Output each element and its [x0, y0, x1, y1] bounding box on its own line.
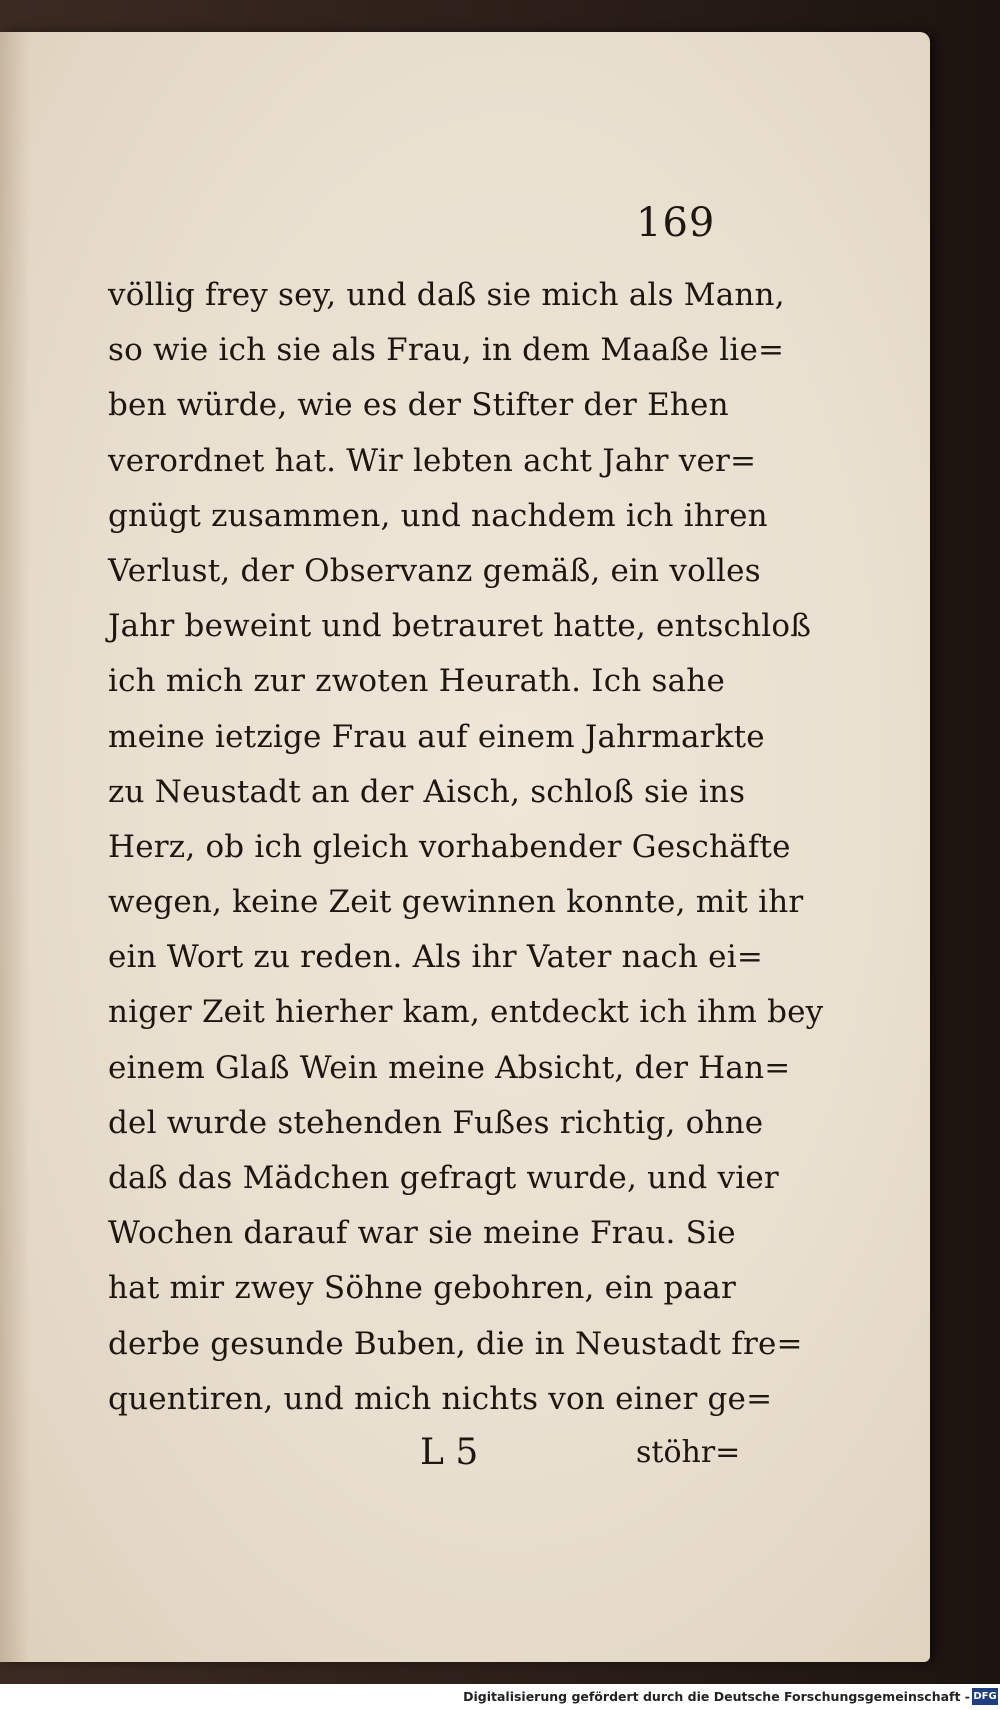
text-line: niger Zeit hierher kam, entdeckt ich ihm bey — [108, 994, 824, 1031]
body-text — [108, 268, 824, 1427]
text-line: einem Glaß Wein meine Absicht, der Han= — [108, 1049, 791, 1086]
text-line: hat mir zwey Söhne gebohren, ein paar — [108, 1270, 736, 1307]
text-line: gnügt zusammen, und nachdem ich ihren — [108, 497, 768, 534]
text-line: daß das Mädchen gefragt wurde, und vier — [108, 1160, 779, 1196]
catchword: stöhr= — [636, 1435, 741, 1470]
text-line: Herz, ob ich gleich vorhabender Geschäfte — [108, 828, 791, 865]
text-line: Verlust, der Observanz gemäß, ein volles — [108, 552, 761, 589]
text-line: zu Neustadt an der Aisch, schloß sie ins — [108, 773, 746, 810]
text-line: so wie ich sie als Frau, in dem Maaße lie= — [108, 332, 785, 369]
text-line: ben würde, wie es der Stifter der Ehen — [108, 387, 729, 424]
text-line: meine ietzige Frau auf einem Jahrmarkte — [108, 718, 765, 755]
text-line: del wurde stehenden Fußes richtig, ohne — [108, 1104, 764, 1141]
page-number: 169 — [636, 200, 716, 246]
book-page — [0, 32, 930, 1662]
text-line: Jahr beweint und betrauret hatte, entschloß — [108, 608, 812, 645]
text-line: völlig frey sey, und daß sie mich als Mann, — [108, 277, 785, 313]
text-line: wegen, keine Zeit gewinnen konnte, mit ihr — [108, 884, 804, 921]
funding-credit: Digitalisierung gefördert durch die Deutsche Forschungsgemeinschaft - — [463, 1689, 970, 1704]
text-line: verordnet hat. Wir lebten acht Jahr ver= — [108, 442, 757, 479]
signature-mark: L 5 — [420, 1432, 479, 1473]
text-line: derbe gesunde Buben, die in Neustadt fre= — [108, 1325, 803, 1362]
dfg-logo-icon: DFG — [972, 1688, 998, 1705]
text-line: quentiren, und mich nichts von einer ge= — [108, 1380, 773, 1417]
text-line: ich mich zur zwoten Heurath. Ich sahe — [108, 663, 726, 700]
text-line: ein Wort zu reden. Als ihr Vater nach ei= — [108, 939, 763, 976]
text-line: Wochen darauf war sie meine Frau. Sie — [108, 1215, 736, 1252]
